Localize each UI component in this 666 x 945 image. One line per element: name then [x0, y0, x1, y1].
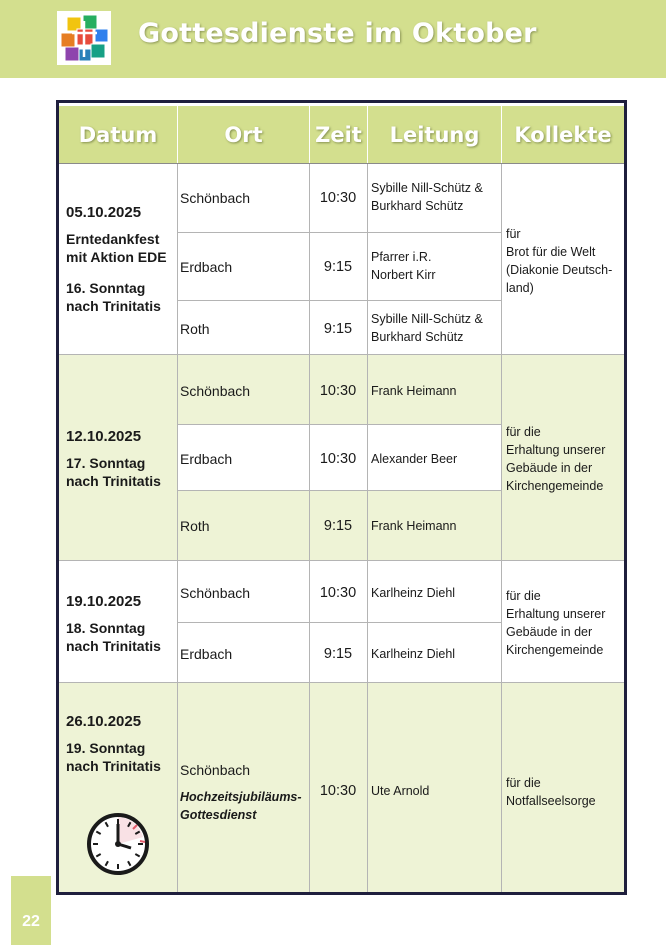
service-time: 10:30: [319, 190, 357, 206]
service-date: 12.10.2025: [66, 428, 142, 445]
service-leader: Pfarrer i.R.: [371, 250, 432, 264]
collection-text: (Diakonie Deutsch-: [506, 263, 613, 277]
service-leader: Burkhard Schütz: [371, 330, 464, 344]
service-leader: Karlheinz Diehl: [371, 586, 456, 600]
collection-text: Erhaltung unserer: [506, 443, 606, 457]
collection-text: Erhaltung unserer: [506, 607, 606, 621]
clock-time-change-icon: [85, 811, 151, 877]
sunday-label: 16. Sonntag: [66, 280, 146, 296]
service-leader: Frank Heimann: [371, 384, 457, 398]
service-table: [56, 100, 627, 895]
page-number-box: [11, 876, 51, 945]
collection-text: land): [506, 281, 534, 295]
grid-line: [501, 163, 502, 892]
service-leader: Norbert Kirr: [371, 268, 436, 282]
collection-text: für die: [506, 776, 541, 790]
service-place: Schönbach: [180, 585, 251, 601]
service-time: 10:30: [319, 783, 357, 799]
page-title: Gottesdienste im Oktober: [138, 18, 537, 49]
column-header-collection: Kollekte: [514, 122, 612, 147]
service-leader: Sybille Nill-Schütz &: [371, 181, 483, 195]
service-place: Erdbach: [180, 451, 233, 467]
service-time: 10:30: [319, 585, 357, 601]
grid-line: [59, 682, 624, 683]
service-event: Gottesdienst: [180, 808, 257, 822]
service-time: 10:30: [319, 383, 357, 399]
collection-text: Kirchengemeinde: [506, 643, 604, 657]
sunday-label: nach Trinitatis: [66, 758, 161, 774]
grid-line: [177, 490, 501, 491]
collection-text: Kirchengemeinde: [506, 479, 604, 493]
service-time: 10:30: [319, 451, 357, 467]
collection-text: für die: [506, 589, 541, 603]
service-place: Erdbach: [180, 646, 233, 662]
service-date: 05.10.2025: [66, 204, 142, 221]
grid-line: [59, 163, 624, 164]
service-note: Erntedankfest: [66, 231, 160, 247]
collection-text: Brot für die Welt: [506, 245, 596, 259]
service-leader: Karlheinz Diehl: [371, 647, 456, 661]
service-place: Erdbach: [180, 259, 233, 275]
collection-text: Gebäude in der: [506, 461, 593, 475]
column-header-place: Ort: [224, 122, 263, 147]
sunday-label: nach Trinitatis: [66, 638, 161, 654]
service-event: Hochzeitsjubiläums-: [180, 790, 302, 804]
column-header-time: Zeit: [315, 122, 362, 147]
grid-line: [177, 622, 501, 623]
sunday-label: nach Trinitatis: [66, 473, 161, 489]
service-place: Schönbach: [180, 190, 251, 206]
service-place: Schönbach: [180, 762, 251, 778]
grid-line: [367, 163, 368, 892]
service-date: 26.10.2025: [66, 713, 142, 730]
church-logo-icon: [57, 11, 111, 65]
sunday-label: 17. Sonntag: [66, 455, 146, 471]
collection-text: für: [506, 227, 521, 241]
service-place: Roth: [180, 518, 210, 534]
service-leader: Frank Heimann: [371, 519, 457, 533]
grid-line: [177, 424, 501, 425]
service-time: 9:15: [323, 518, 353, 534]
service-leader: Burkhard Schütz: [371, 199, 464, 213]
grid-line: [177, 300, 501, 301]
collection-text: Notfallseelsorge: [506, 794, 596, 808]
service-note: mit Aktion EDE: [66, 249, 167, 265]
grid-line: [59, 354, 624, 355]
service-place: Schönbach: [180, 383, 251, 399]
grid-line: [177, 163, 178, 892]
collection-text: Gebäude in der: [506, 625, 593, 639]
page-number: 22: [22, 913, 40, 930]
grid-line: [177, 232, 501, 233]
sunday-label: 18. Sonntag: [66, 620, 146, 636]
service-leader: Ute Arnold: [371, 784, 430, 798]
service-time: 9:15: [323, 259, 353, 275]
sunday-label: 19. Sonntag: [66, 740, 146, 756]
sunday-label: nach Trinitatis: [66, 298, 161, 314]
service-leader: Alexander Beer: [371, 452, 458, 466]
column-header-leader: Leitung: [389, 122, 480, 147]
grid-line: [59, 560, 624, 561]
service-date: 19.10.2025: [66, 593, 142, 610]
service-time: 9:15: [323, 321, 353, 337]
service-place: Roth: [180, 321, 210, 337]
column-header-date: Datum: [78, 122, 158, 147]
service-time: 9:15: [323, 646, 353, 662]
collection-text: für die: [506, 425, 541, 439]
service-leader: Sybille Nill-Schütz &: [371, 312, 483, 326]
